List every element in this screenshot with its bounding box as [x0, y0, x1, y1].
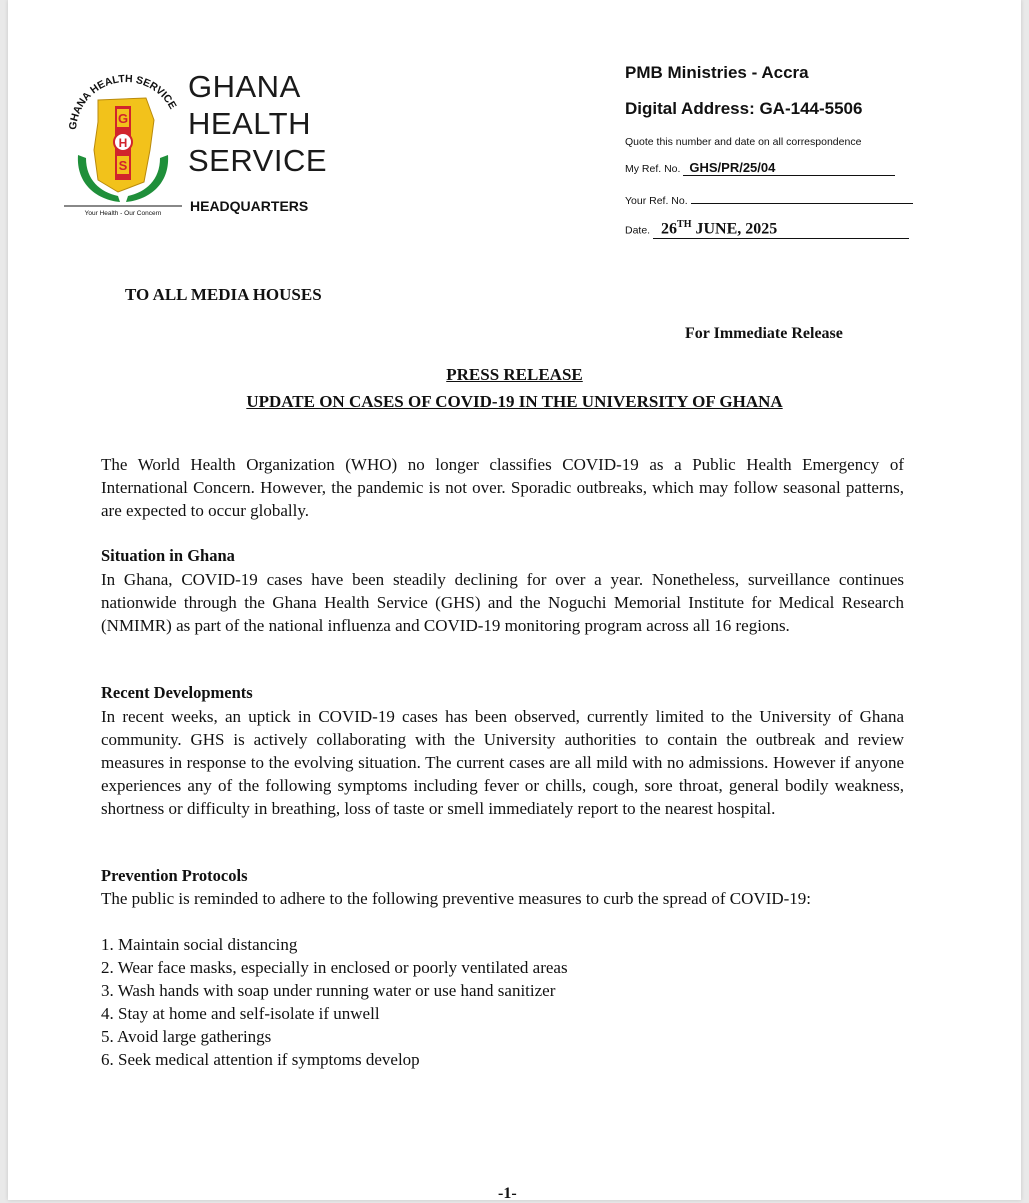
- date-row: [625, 219, 909, 239]
- logo-letter-s: S: [118, 158, 128, 173]
- section-text-developments: In recent weeks, an uptick in COVID-19 cases has been observed, currently limited to the University of Ghana community. GHS is actively collaborating with the University authorities to contain the outbreak and review measures in response to the evolving situation. The current cases are all mild with no admissions. However if anyone experiences any of the following symptoms including fever or chills, cough, sore throat, general bodily weakness, shortness or difficulty in breathing, loss of taste or smell immediately report to the nearest hospital.: [101, 707, 904, 818]
- correspondence-note: Quote this number and date on all correspondence: [625, 136, 862, 148]
- my-ref-value: GHS/PR/25/04: [683, 160, 895, 176]
- list-item: 1. Maintain social distancing: [101, 935, 298, 954]
- list-item: 2. Wear face masks, especially in enclosed or poorly ventilated areas: [101, 958, 568, 977]
- date-label: Date.: [625, 224, 651, 237]
- headquarters-label: HEADQUARTERS: [190, 198, 309, 214]
- document-page: [8, 0, 1021, 1200]
- digital-address: Digital Address: GA-144-5506: [625, 99, 863, 118]
- section-heading-situation: Situation in Ghana: [101, 546, 235, 565]
- date-month-year: JUNE, 2025: [691, 220, 778, 238]
- list-item: 3. Wash hands with soap under running water or use hand sanitizer: [101, 981, 556, 1000]
- section-text-prevention: The public is reminded to adhere to the following preventive measures to curb the spread of COVID-19:: [101, 889, 812, 908]
- ghs-emblem-icon: [58, 60, 188, 220]
- organization-name: [188, 68, 327, 179]
- postal-address: PMB Ministries - Accra: [625, 63, 809, 82]
- ghs-logo: [58, 60, 188, 220]
- my-ref-row: [625, 160, 895, 176]
- measures-list: [101, 933, 568, 1071]
- addressee: TO ALL MEDIA HOUSES: [125, 285, 322, 304]
- date-suffix: TH: [677, 219, 692, 230]
- date-value: [653, 219, 909, 239]
- org-name-line-3: SERVICE: [188, 143, 328, 178]
- your-ref-blank: [691, 193, 913, 204]
- list-item: 6. Seek medical attention if symptoms develop: [101, 1050, 420, 1069]
- your-ref-row: [625, 193, 913, 207]
- page-number: -1-: [498, 1185, 517, 1202]
- list-item: 4. Stay at home and self-isolate if unwell: [101, 1004, 380, 1023]
- logo-ring-text: GHANA HEALTH SERVICE: [66, 72, 179, 131]
- my-ref-label: My Ref. No.: [625, 163, 681, 175]
- intro-paragraph: The World Health Organization (WHO) no longer classifies COVID-19 as a Public Health Emergency of International Concern. However, the pandemic is not over. Sporadic outbreaks, which may follow seasonal patterns, are expected to occur globally.: [101, 455, 904, 520]
- section-text-situation: In Ghana, COVID-19 cases have been steadily declining for over a year. Nonetheless, surveillance continues nationwide through the Ghana Health Service (GHS) and the Noguchi Memorial Institute for Medical Research (NMIMR) as part of the national influenza and COVID-19 monitoring program across all 16 regions.: [101, 570, 904, 635]
- logo-motto: Your Health - Our Concern: [84, 210, 162, 217]
- list-item: 5. Avoid large gatherings: [101, 1027, 272, 1046]
- section-heading-prevention: Prevention Protocols: [101, 866, 248, 885]
- section-heading-developments: Recent Developments: [101, 683, 253, 702]
- org-name-line-2: HEALTH: [188, 106, 312, 141]
- release-note: For Immediate Release: [685, 325, 843, 342]
- logo-letter-g: G: [117, 111, 129, 126]
- org-name-line-1: GHANA: [188, 69, 301, 104]
- your-ref-label: Your Ref. No.: [625, 195, 688, 207]
- press-release-title: PRESS RELEASE: [446, 365, 583, 384]
- press-release-subtitle: UPDATE ON CASES OF COVID-19 IN THE UNIVERSITY OF GHANA: [246, 392, 783, 411]
- logo-letter-h: H: [118, 136, 128, 150]
- date-day: 26: [661, 220, 678, 238]
